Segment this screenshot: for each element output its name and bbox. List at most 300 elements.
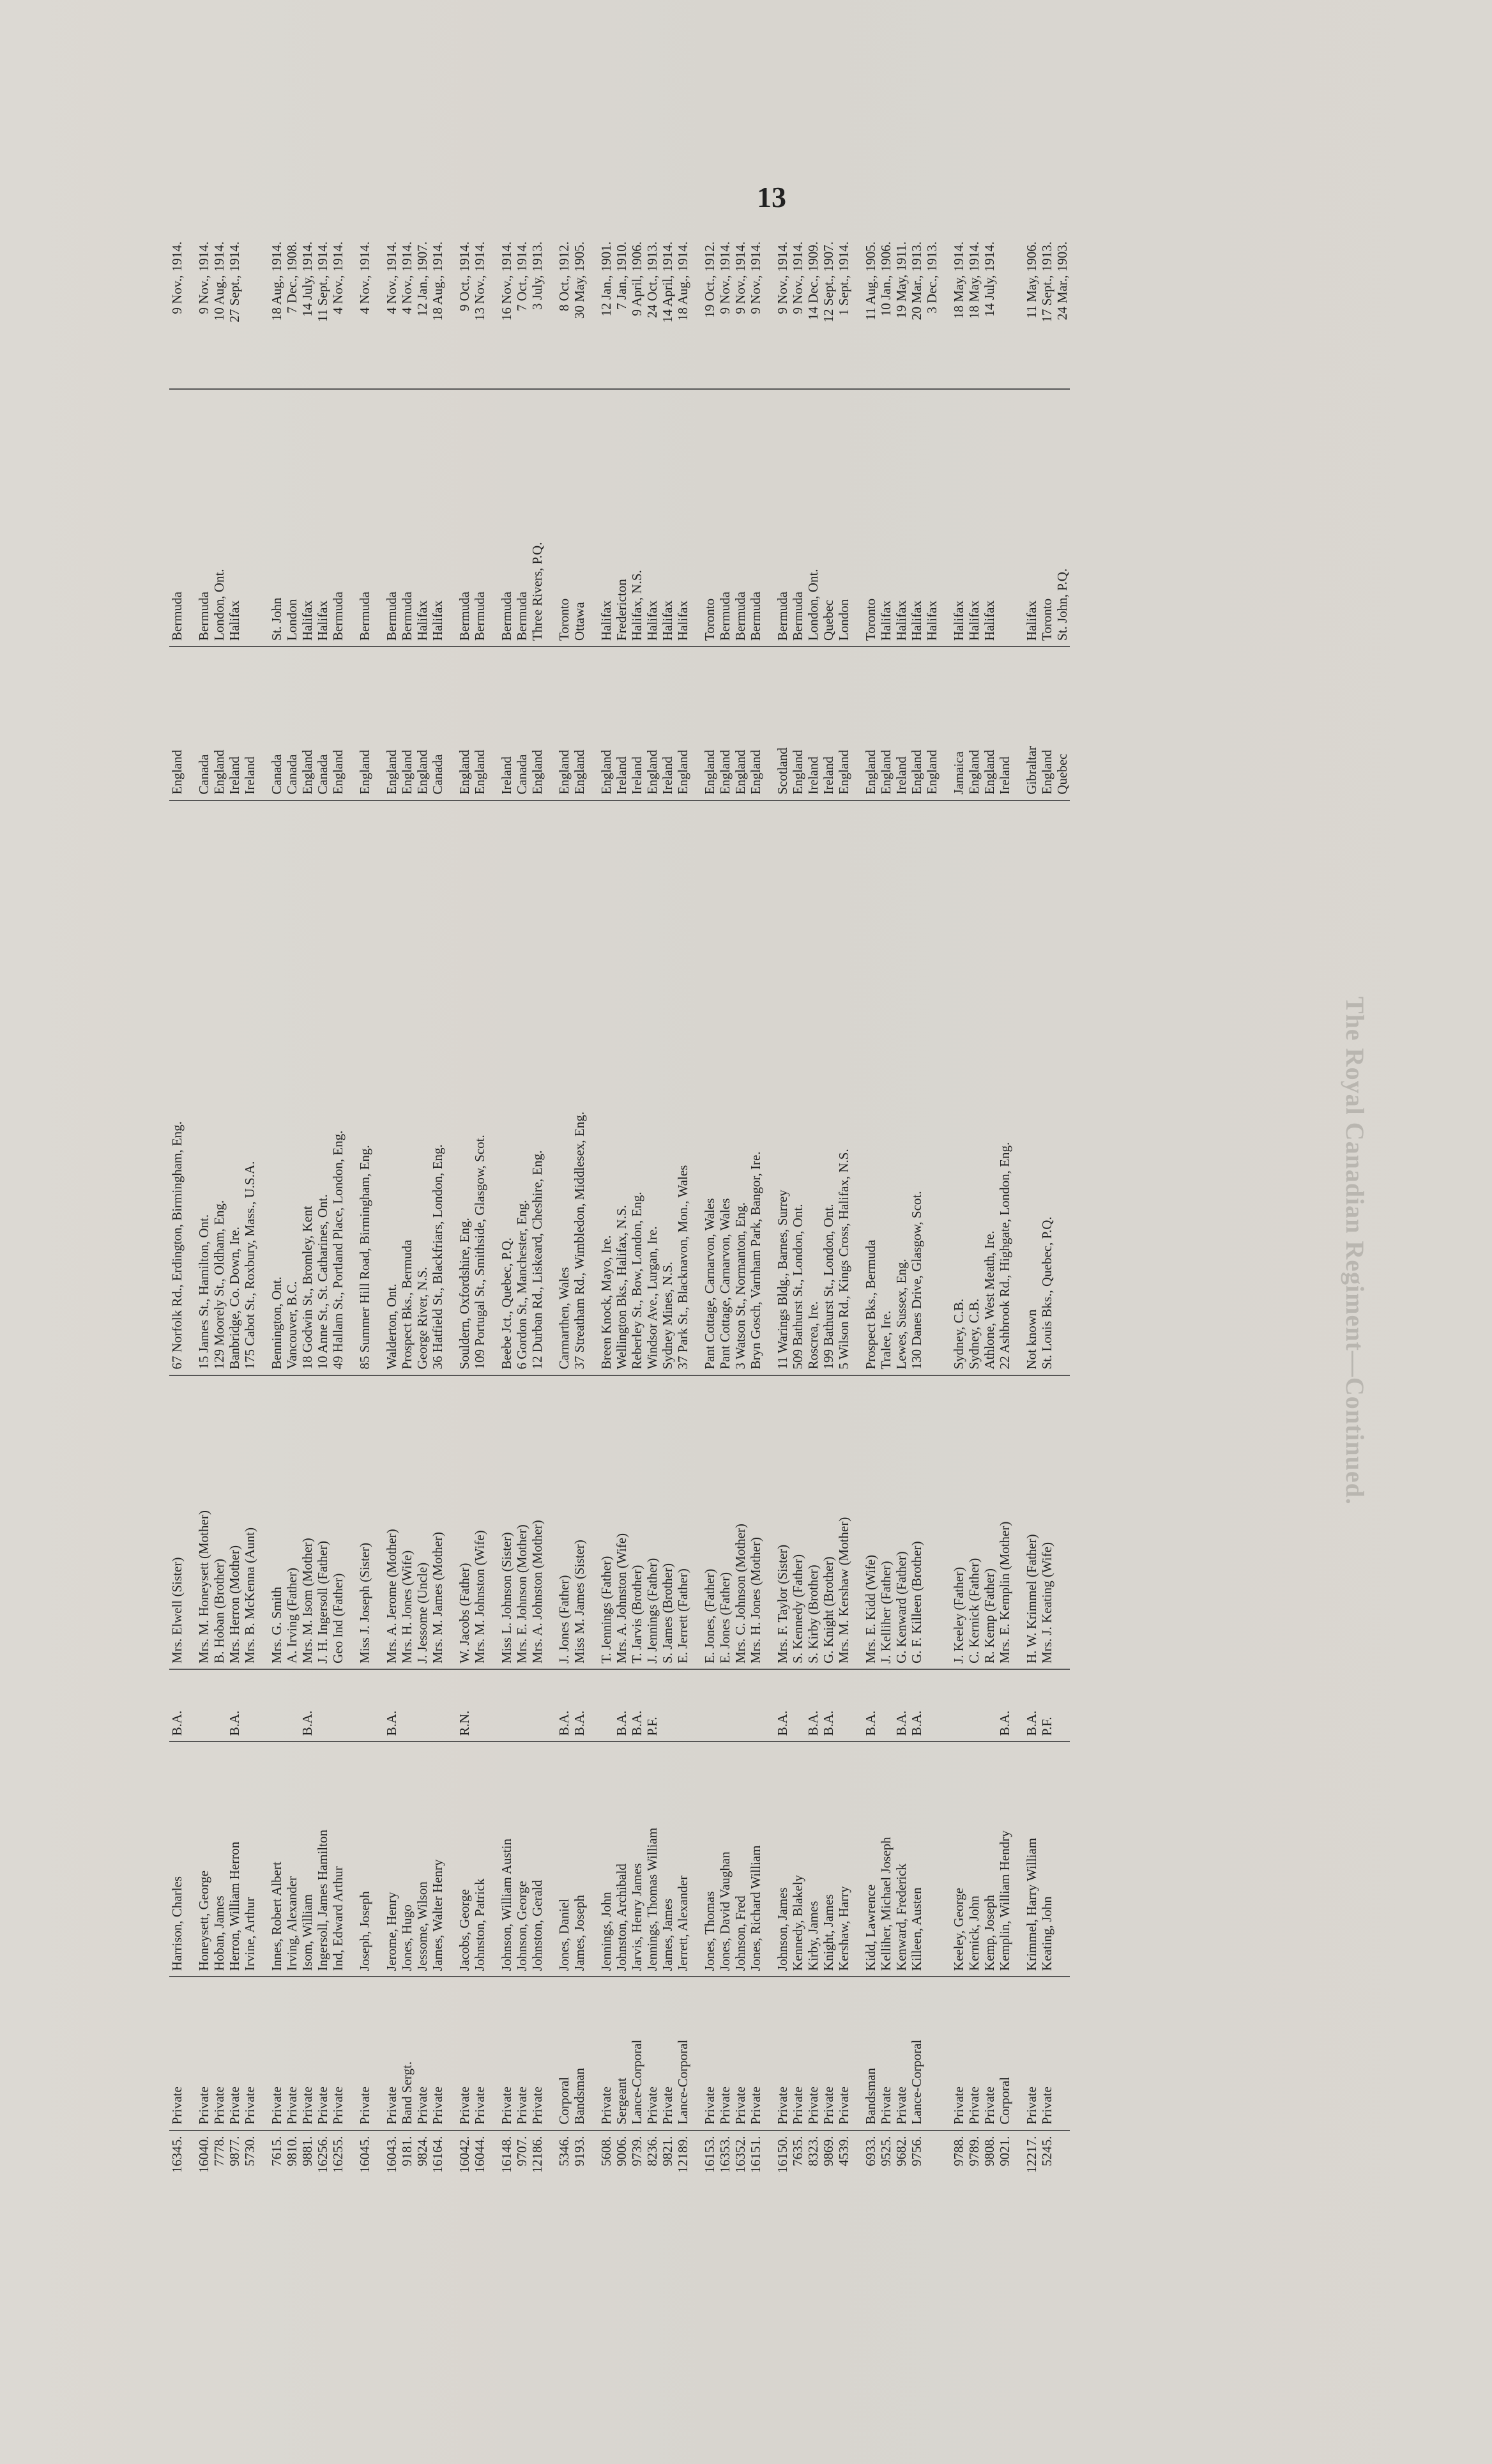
table-row	[415, 236, 430, 2217]
enlistment-date: 12 Jan., 1907.	[415, 236, 430, 390]
order: B.A.	[863, 1669, 878, 1741]
place-of-enlistment: Bermuda	[717, 390, 733, 647]
birthplace-country: England	[457, 647, 472, 800]
rank: Private	[821, 1977, 836, 2131]
rank: Private	[790, 1977, 805, 2131]
rank: Private	[717, 1977, 733, 2131]
next-of-kin: J. Jessome (Uncle)	[415, 1375, 430, 1669]
soldier-name: Killeen, Austen	[909, 1741, 924, 1977]
table-row	[457, 236, 472, 2217]
enlistment-date: 19 Oct., 1912.	[702, 236, 717, 390]
birthplace-country: England	[399, 647, 415, 800]
rank: Private	[169, 1977, 185, 2131]
order	[472, 1669, 487, 1741]
enlistment-date: 18 Aug., 1914.	[430, 236, 445, 390]
next-of-kin-address: 109 Portugal St., Smithside, Glasgow, Scot.	[472, 800, 487, 1375]
rank: Private	[598, 1977, 614, 2131]
order	[982, 1669, 997, 1741]
group-gap	[487, 236, 499, 2217]
soldier-name: Knight, James	[821, 1741, 836, 1977]
table-row	[675, 236, 690, 2217]
group-gap	[763, 236, 775, 2217]
next-of-kin: G. Kenward (Father)	[894, 1375, 909, 1669]
next-of-kin-address: Sydney Mines, N.S.	[660, 800, 675, 1375]
table-row	[805, 236, 821, 2217]
regimental-number: 16345.	[169, 2136, 185, 2173]
table-row	[924, 236, 940, 2217]
rank: Private	[357, 1977, 372, 2131]
next-of-kin-address: Carmarthen, Wales	[556, 800, 572, 1375]
table-row	[242, 236, 257, 2217]
regimental-number: 16256.	[315, 2136, 330, 2173]
next-of-kin-address: 15 James St., Hamilton, Ont.	[196, 800, 211, 1375]
birthplace-country: England	[529, 647, 545, 800]
next-of-kin: H. W. Krimmel (Father)	[1024, 1375, 1039, 1669]
birthplace-country: Ireland	[227, 647, 242, 800]
enlistment-date: 16 Nov., 1914.	[499, 236, 514, 390]
group-gap	[851, 236, 863, 2217]
regimental-number: 7635.	[790, 2136, 805, 2166]
regimental-number: 9877.	[227, 2136, 242, 2166]
next-of-kin-address: 37 Streatham Rd., Wimbledon, Middlesex, Eng.	[572, 800, 587, 1375]
regimental-number: 7778.	[211, 2136, 227, 2166]
birthplace-country: Ireland	[499, 647, 514, 800]
soldier-name: Jones, Richard William	[748, 1741, 763, 1977]
place-of-enlistment: Bermuda	[196, 390, 211, 647]
order: B.A.	[614, 1669, 629, 1741]
soldier-name: Keeley, George	[951, 1741, 966, 1977]
rank: Private	[529, 1977, 545, 2131]
soldier-name: Irving, Alexander	[284, 1741, 300, 1977]
next-of-kin: J. Jones (Father)	[556, 1375, 572, 1669]
enlistment-date: 17 Sept., 1913.	[1039, 236, 1054, 390]
rank: Private	[330, 1977, 346, 2131]
rank: Private	[415, 1977, 430, 2131]
table-row	[966, 236, 982, 2217]
enlistment-date: 9 Nov., 1914.	[169, 236, 185, 390]
order: B.A.	[572, 1669, 587, 1741]
next-of-kin-address: 3 Watson St., Normanton, Eng.	[733, 800, 748, 1375]
table-row	[1054, 236, 1070, 2217]
next-of-kin-address: 22 Ashbrook Rd., Highgate, London, Eng.	[997, 800, 1012, 1375]
place-of-enlistment: Halifax	[951, 390, 966, 647]
order	[357, 1669, 372, 1741]
table-row	[748, 236, 763, 2217]
soldier-name: Johnson, James	[775, 1741, 790, 1977]
regimental-number	[1054, 2131, 1070, 2217]
next-of-kin-address: 12 Durban Rd., Liskeard, Cheshire, Eng.	[529, 800, 545, 1375]
next-of-kin: T. Jarvis (Brother)	[629, 1375, 644, 1669]
place-of-enlistment: Quebec	[821, 390, 836, 647]
enlistment-date: 18 Aug., 1914.	[269, 236, 284, 390]
next-of-kin-address	[1054, 800, 1070, 1375]
order: B.A.	[1024, 1669, 1039, 1741]
next-of-kin-address: 36 Hatfield St., Blackfriars, London, Eng.	[430, 800, 445, 1375]
place-of-enlistment: Halifax, N.S.	[629, 390, 644, 647]
table-row	[514, 236, 529, 2217]
next-of-kin: J. Jennings (Father)	[644, 1375, 660, 1669]
place-of-enlistment: Halifax	[430, 390, 445, 647]
table-row	[430, 236, 445, 2217]
next-of-kin-address: Bryn Gosch, Varnham Park, Bangor, Ire.	[748, 800, 763, 1375]
regimental-number: 9193.	[572, 2136, 587, 2166]
rank: Private	[284, 1977, 300, 2131]
enlistment-date: 14 July, 1914.	[300, 236, 315, 390]
place-of-enlistment: Halifax	[300, 390, 315, 647]
rank: Private	[748, 1977, 763, 2131]
table-row	[399, 236, 415, 2217]
next-of-kin-address: Tralee, Ire.	[878, 800, 894, 1375]
next-of-kin-address: Bennington, Ont.	[269, 800, 284, 1375]
place-of-enlistment: Bermuda	[514, 390, 529, 647]
soldier-name: Kemp, Joseph	[982, 1741, 997, 1977]
soldier-name: Kemplin, William Hendry	[997, 1741, 1012, 1977]
next-of-kin-address: 6 Gordon St., Manchester, Eng.	[514, 800, 529, 1375]
order: B.A.	[300, 1669, 315, 1741]
order	[836, 1669, 851, 1741]
rank: Private	[269, 1977, 284, 2131]
next-of-kin: Mrs. M. Isom (Mother)	[300, 1375, 315, 1669]
table-row	[614, 236, 629, 2217]
place-of-enlistment: Ottawa	[572, 390, 587, 647]
next-of-kin	[924, 1375, 940, 1669]
rank: Private	[702, 1977, 717, 2131]
rank: Private	[951, 1977, 966, 2131]
soldier-name: Kirby, James	[805, 1741, 821, 1977]
soldier-name: Honeysett, George	[196, 1741, 211, 1977]
place-of-enlistment: Halifax	[660, 390, 675, 647]
enlistment-date: 12 Jan., 1901.	[598, 236, 614, 390]
next-of-kin-address: Prospect Bks., Bermuda	[863, 800, 878, 1375]
order: B.A.	[775, 1669, 790, 1741]
enlistment-date: 4 Nov., 1914.	[357, 236, 372, 390]
order	[196, 1669, 211, 1741]
regimental-number: 16153.	[702, 2136, 717, 2173]
order	[430, 1669, 445, 1741]
soldier-name: Jennings, John	[598, 1741, 614, 1977]
table-row	[1039, 236, 1054, 2217]
next-of-kin: Miss J. Joseph (Sister)	[357, 1375, 372, 1669]
enlistment-date: 20 Mar., 1913.	[909, 236, 924, 390]
enlistment-date: 19 May, 1911.	[894, 236, 909, 390]
order	[660, 1669, 675, 1741]
table-row	[572, 236, 587, 2217]
birthplace-country: Canada	[284, 647, 300, 800]
place-of-enlistment: Halifax	[924, 390, 940, 647]
regimental-number: 16045.	[357, 2136, 372, 2173]
order	[529, 1669, 545, 1741]
rank: Private	[733, 1977, 748, 2131]
place-of-enlistment: Halifax	[966, 390, 982, 647]
regimental-number: 16043.	[384, 2136, 399, 2173]
enlistment-date: 3 July, 1913.	[529, 236, 545, 390]
next-of-kin: Mrs. E. Kidd (Wife)	[863, 1375, 878, 1669]
rank: Bandsman	[572, 1977, 587, 2131]
soldier-name: Ingersoll, James Hamilton	[315, 1741, 330, 1977]
place-of-enlistment: St. John	[269, 390, 284, 647]
group-gap	[690, 236, 702, 2217]
regimental-number: 12217.	[1024, 2136, 1039, 2173]
regimental-number: 9881.	[300, 2136, 315, 2166]
table-row	[863, 236, 878, 2217]
rank: Private	[878, 1977, 894, 2131]
place-of-enlistment: Bermuda	[457, 390, 472, 647]
enlistment-date: 9 April, 1906.	[629, 236, 644, 390]
enlistment-date: 10 Jan., 1906.	[878, 236, 894, 390]
place-of-enlistment: Bermuda	[384, 390, 399, 647]
rank: Private	[660, 1977, 675, 2131]
rank: Private	[430, 1977, 445, 2131]
next-of-kin: A. Irving (Father)	[284, 1375, 300, 1669]
soldier-name: James, Walter Henry	[430, 1741, 445, 1977]
table-row	[330, 236, 346, 2217]
next-of-kin-address: 199 Bathurst St., London, Ont.	[821, 800, 836, 1375]
order	[748, 1669, 763, 1741]
rank: Lance-Corporal	[909, 1977, 924, 2131]
next-of-kin-address: Pant Cottage, Carnarvon, Wales	[702, 800, 717, 1375]
roll-body	[169, 236, 1070, 2217]
order: B.A.	[909, 1669, 924, 1741]
order	[514, 1669, 529, 1741]
regimental-number: 16150.	[775, 2136, 790, 2173]
next-of-kin: J. Kelliher (Father)	[878, 1375, 894, 1669]
soldier-name: James, Joseph	[572, 1741, 587, 1977]
birthplace-country: England	[733, 647, 748, 800]
regimental-number: 9808.	[982, 2136, 997, 2166]
next-of-kin: Mrs. A. Jerome (Mother)	[384, 1375, 399, 1669]
next-of-kin: Mrs. H. Jones (Mother)	[748, 1375, 763, 1669]
table-row	[284, 236, 300, 2217]
soldier-name: Keating, John	[1039, 1741, 1054, 1977]
enlistment-date: 9 Nov., 1914.	[733, 236, 748, 390]
enlistment-date: 3 Dec., 1913.	[924, 236, 940, 390]
birthplace-country: England	[211, 647, 227, 800]
order: B.A.	[384, 1669, 399, 1741]
enlistment-date: 7 Jan., 1910.	[614, 236, 629, 390]
table-row	[909, 236, 924, 2217]
rank: Private	[1039, 1977, 1054, 2131]
enlistment-date	[997, 236, 1012, 390]
table-row	[702, 236, 717, 2217]
place-of-enlistment: Halifax	[675, 390, 690, 647]
next-of-kin: E. Jones (Father)	[717, 1375, 733, 1669]
order	[399, 1669, 415, 1741]
next-of-kin	[1054, 1375, 1070, 1669]
table-row	[598, 236, 614, 2217]
next-of-kin-address: 67 Norfolk Rd., Erdington, Birmingham, Eng.	[169, 800, 185, 1375]
table-row	[982, 236, 997, 2217]
regimental-number: 12189.	[675, 2136, 690, 2173]
regimental-number: 9756.	[909, 2136, 924, 2166]
order	[415, 1669, 430, 1741]
order	[211, 1669, 227, 1741]
next-of-kin: S. Kennedy (Father)	[790, 1375, 805, 1669]
enlistment-date: 11 Aug., 1905.	[863, 236, 878, 390]
next-of-kin: J. Keeley (Father)	[951, 1375, 966, 1669]
next-of-kin: C. Kernick (Father)	[966, 1375, 982, 1669]
place-of-enlistment: Fredericton	[614, 390, 629, 647]
order	[598, 1669, 614, 1741]
birthplace-country: England	[644, 647, 660, 800]
next-of-kin-address: Not known	[1024, 800, 1039, 1375]
table-row	[227, 236, 242, 2217]
next-of-kin: G. F. Killeen (Brother)	[909, 1375, 924, 1669]
next-of-kin: Mrs. J. Keating (Wife)	[1039, 1375, 1054, 1669]
table-row	[821, 236, 836, 2217]
place-of-enlistment: Toronto	[556, 390, 572, 647]
enlistment-date: 14 April, 1914.	[660, 236, 675, 390]
next-of-kin-address: Souldern, Oxfordshire, Eng.	[457, 800, 472, 1375]
birthplace-country: Ireland	[614, 647, 629, 800]
next-of-kin: E. Jerrett (Father)	[675, 1375, 690, 1669]
birthplace-country: England	[790, 647, 805, 800]
group-gap	[545, 236, 556, 2217]
next-of-kin: Mrs. M. Johnston (Wife)	[472, 1375, 487, 1669]
enlistment-date: 18 May, 1914.	[966, 236, 982, 390]
birthplace-country: England	[924, 647, 940, 800]
next-of-kin-address: Lewes, Sussex, Eng.	[894, 800, 909, 1375]
regimental-number: 8236.	[644, 2136, 660, 2166]
next-of-kin-address: Wellington Bks., Halifax, N.S.	[614, 800, 629, 1375]
group-gap	[1012, 236, 1024, 2217]
rank: Private	[457, 1977, 472, 2131]
place-of-enlistment: Halifax	[982, 390, 997, 647]
enlistment-date: 18 May, 1914.	[951, 236, 966, 390]
soldier-name: Kernick, John	[966, 1741, 982, 1977]
next-of-kin-address: Beebe Jct., Quebec, P.Q.	[499, 800, 514, 1375]
place-of-enlistment: Halifax	[644, 390, 660, 647]
place-of-enlistment: Toronto	[863, 390, 878, 647]
regimental-number: 9789.	[966, 2136, 982, 2166]
soldier-name: Johnson, Fred	[733, 1741, 748, 1977]
place-of-enlistment: Bermuda	[357, 390, 372, 647]
place-of-enlistment: Halifax	[227, 390, 242, 647]
place-of-enlistment: Bermuda	[169, 390, 185, 647]
table-row	[196, 236, 211, 2217]
order: B.A.	[805, 1669, 821, 1741]
soldier-name: Jones, Hugo	[399, 1741, 415, 1977]
table-row	[629, 236, 644, 2217]
next-of-kin: Mrs. H. Jones (Wife)	[399, 1375, 415, 1669]
regimental-number: 5730.	[242, 2136, 257, 2166]
table-row	[529, 236, 545, 2217]
rank: Private	[384, 1977, 399, 2131]
soldier-name: Kelliher, Michael Joseph	[878, 1741, 894, 1977]
enlistment-date: 27 Sept., 1914.	[227, 236, 242, 390]
order	[1054, 1669, 1070, 1741]
order: B.A.	[556, 1669, 572, 1741]
rotated-roll	[169, 236, 1338, 2217]
rank: Lance-Corporal	[675, 1977, 690, 2131]
place-of-enlistment: Halifax	[315, 390, 330, 647]
birthplace-country: England	[1039, 647, 1054, 800]
order	[675, 1669, 690, 1741]
order	[330, 1669, 346, 1741]
soldier-name: James, James	[660, 1741, 675, 1977]
table-row	[997, 236, 1012, 2217]
next-of-kin: Miss L. Johnson (Sister)	[499, 1375, 514, 1669]
birthplace-country: Canada	[430, 647, 445, 800]
soldier-name: Jerome, Henry	[384, 1741, 399, 1977]
birthplace-country: Ireland	[821, 647, 836, 800]
regimental-number: 16044.	[472, 2136, 487, 2173]
regimental-number: 9821.	[660, 2136, 675, 2166]
place-of-enlistment: Bermuda	[399, 390, 415, 647]
regimental-number: 16151.	[748, 2136, 763, 2173]
rank	[924, 1977, 940, 2131]
next-of-kin-address: Sydney, C.B.	[966, 800, 982, 1375]
enlistment-date: 9 Nov., 1914.	[775, 236, 790, 390]
birthplace-country: England	[863, 647, 878, 800]
group-gap	[257, 236, 269, 2217]
regimental-number: 9788.	[951, 2136, 966, 2166]
table-row	[644, 236, 660, 2217]
table-row	[384, 236, 399, 2217]
place-of-enlistment: Toronto	[1039, 390, 1054, 647]
running-head: The Royal Canadian Regiment—Continued.	[1341, 997, 1369, 1505]
next-of-kin: S. James (Brother)	[660, 1375, 675, 1669]
regimental-number: 9525.	[878, 2136, 894, 2166]
rank: Private	[499, 1977, 514, 2131]
rank: Private	[514, 1977, 529, 2131]
order: B.A.	[629, 1669, 644, 1741]
next-of-kin-address: 10 Anne St., St. Catharines, Ont.	[315, 800, 330, 1375]
soldier-name: Herron, William Herron	[227, 1741, 242, 1977]
place-of-enlistment: London	[284, 390, 300, 647]
enlistment-date: 8 Oct., 1912.	[556, 236, 572, 390]
birthplace-country: England	[598, 647, 614, 800]
birthplace-country: England	[169, 647, 185, 800]
place-of-enlistment: Toronto	[702, 390, 717, 647]
next-of-kin: Geo Ind (Father)	[330, 1375, 346, 1669]
soldier-name: Johnston, Patrick	[472, 1741, 487, 1977]
regimental-number: 9006.	[614, 2136, 629, 2166]
table-row	[472, 236, 487, 2217]
place-of-enlistment	[997, 390, 1012, 647]
regimental-number: 5245.	[1039, 2136, 1054, 2166]
next-of-kin: Mrs. C. Johnson (Mother)	[733, 1375, 748, 1669]
regimental-number: 9739.	[629, 2136, 644, 2166]
group-gap	[372, 236, 384, 2217]
place-of-enlistment: London, Ont.	[211, 390, 227, 647]
regimental-number: 16255.	[330, 2136, 346, 2173]
regimental-number: 6933.	[863, 2136, 878, 2166]
birthplace-country: Ireland	[805, 647, 821, 800]
regimental-number	[924, 2131, 940, 2217]
group-gap	[940, 236, 951, 2217]
birthplace-country: Gibraltar	[1024, 647, 1039, 800]
place-of-enlistment: Bermuda	[330, 390, 346, 647]
place-of-enlistment: Halifax	[909, 390, 924, 647]
next-of-kin: Mrs. G. Smith	[269, 1375, 284, 1669]
table-row	[211, 236, 227, 2217]
soldier-name: Johnson, George	[514, 1741, 529, 1977]
next-of-kin: Mrs. A. Johnston (Mother)	[529, 1375, 545, 1669]
soldier-name: Hoban, James	[211, 1741, 227, 1977]
next-of-kin: E. Jones, (Father)	[702, 1375, 717, 1669]
place-of-enlistment: Halifax	[598, 390, 614, 647]
soldier-name	[1054, 1741, 1070, 1977]
rank: Corporal	[556, 1977, 572, 2131]
regimental-number: 9021.	[997, 2136, 1012, 2166]
birthplace-country: England	[748, 647, 763, 800]
next-of-kin-address: 509 Bathurst St., London, Ont.	[790, 800, 805, 1375]
next-of-kin: Mrs. A. Johnston (Wife)	[614, 1375, 629, 1669]
soldier-name: Johnson, William Austin	[499, 1741, 514, 1977]
birthplace-country: England	[836, 647, 851, 800]
order	[269, 1669, 284, 1741]
soldier-name: Ind, Edward Arthur	[330, 1741, 346, 1977]
